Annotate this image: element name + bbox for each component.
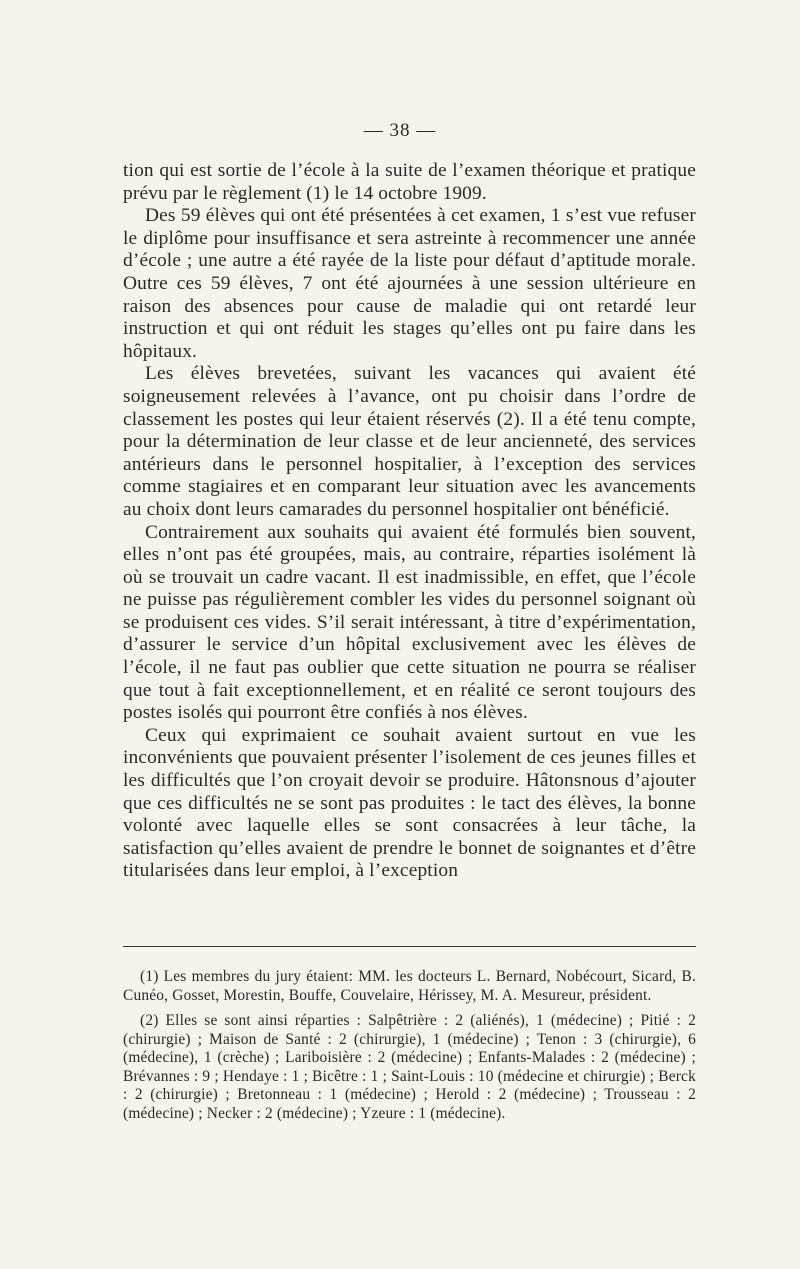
footnotes xyxy=(123,968,696,1130)
paragraph: Contrairement aux souhaits qui avaient été formulés bien souvent, elles n’ont pas été groupées, mais, au contraire, réparties isolément là où se trouvait un cadre vacant. Il est inadmissible, en effet, que l’école ne puisse pas régulièrement combler les vides du personnel soignant où se produisent ces vides. S’il serait intéressant, à titre d’expérimentation, d’assurer le service d’un hôpital exclusivement avec les élèves de l’école, il ne faut pas oublier que cette situation ne pourra se réaliser que tout à fait exceptionnellement, et en réalité ce seront toujours des postes isolés qui pourront être confiés à nos élèves. xyxy=(123,521,696,724)
body-text xyxy=(123,160,696,883)
paragraph: Des 59 élèves qui ont été présentées à cet examen, 1 s’est vue refuser le diplôme pour insuffisance et sera astreinte à recommencer une année d’école ; une autre a été rayée de la liste pour défaut d’aptitude morale. Outre ces 59 élèves, 7 ont été ajournées à une session ultérieure en raison des absences pour cause de maladie qui ont retardé leur instruction et qui ont réduit les stages qu’elles ont pu faire dans les hôpitaux. xyxy=(123,205,696,362)
paragraph: tion qui est sortie de l’école à la suite de l’examen théorique et pratique prévu par le règlement (1) le 14 octobre 1909. xyxy=(123,160,696,204)
footnote-divider xyxy=(123,946,696,947)
paragraph: Ceux qui exprimaient ce souhait avaient surtout en vue les inconvénients que pouvaient présenter l’isolement de ces jeunes filles et les difficultés que l’on croyait devoir se produire. Hâtonsnous d’ajouter que ces difficultés ne se sont pas produites : le tact des élèves, la bonne volonté avec laquelle elles se sont consacrées à leur tâche, la satisfaction qu’elles avaient de prendre le bonnet de soignantes et d’être titularisées dans leur emploi, à l’exception xyxy=(123,724,696,882)
paragraph: Les élèves brevetées, suivant les vacances qui avaient été soigneusement relevées à l’avance, ont pu choisir dans l’ordre de classement les postes qui leur étaient réservés (2). Il a été tenu compte, pour la détermination de leur classe et de leur ancienneté, des services antérieurs dans le personnel hospitalier, à l’exception des services comme stagiaires et en comparant leur situation avec les avancements au choix dont leurs camarades du personnel hospitalier ont bénéficié. xyxy=(123,363,696,520)
footnote-1: (1) Les membres du jury étaient: MM. les docteurs L. Bernard, Nobécourt, Sicard, B. Cunéo, Gosset, Morestin, Bouffe, Couvelaire, Hérissey, M. A. Mesureur, président. xyxy=(123,968,696,1004)
page-number: — 38 — xyxy=(363,120,437,141)
footnote-2: (2) Elles se sont ainsi réparties : Salpêtrière : 2 (aliénés), 1 (médecine) ; Pitié : 2 (chirurgie) ; Maison de Santé : 2 (chirurgie), 1 (médecine) ; Tenon : 3 (chirurgie), 6 (médecine), 1 (crèche) ; Lariboisière : 2 (médecine) ; Enfants-Malades : 2 (médecine) ; Brévannes : 9 ; Hendaye : 1 ; Bicêtre : 1 ; Saint-Louis : 10 (médecine et chirurgie) ; Berck : 2 (chirurgie) ; Bretonneau : 1 (médecine) ; Herold : 2 (médecine) ; Trousseau : 2 (médecine) ; Necker : 2 (médecine) ; Yzeure : 1 (médecine). xyxy=(123,1012,696,1122)
